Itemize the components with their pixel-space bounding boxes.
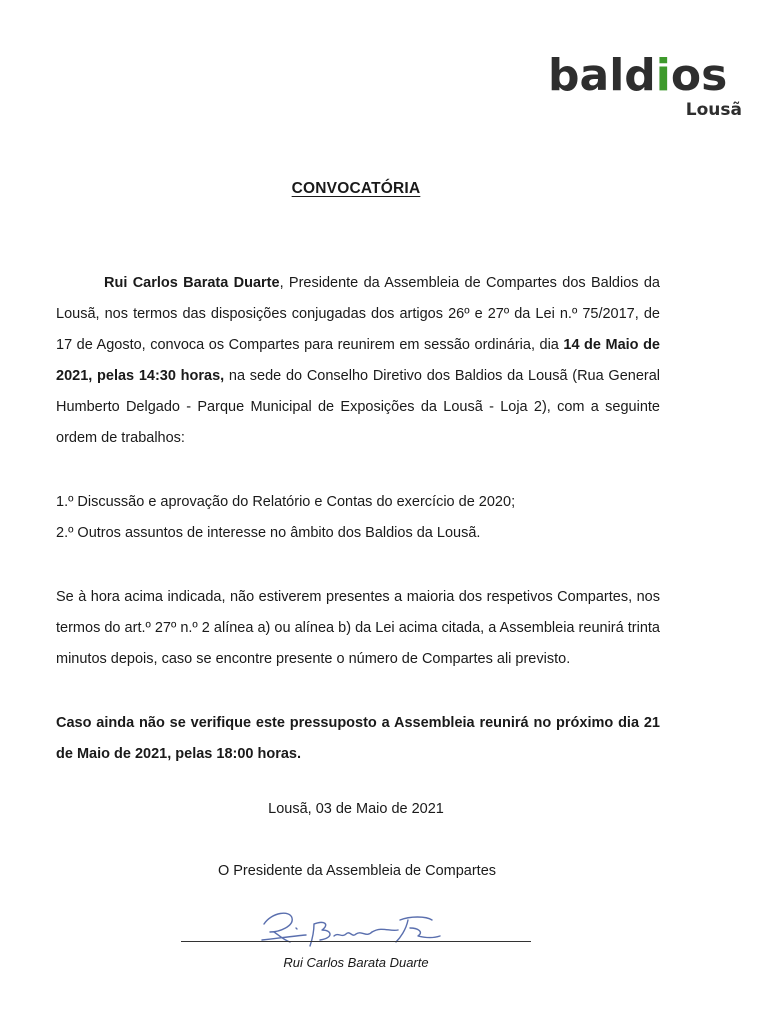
convocation-paragraph bbox=[56, 268, 660, 454]
document-title: CONVOCATÓRIA bbox=[291, 180, 421, 197]
logo-place: Lousã bbox=[685, 100, 742, 120]
signatory-role: O Presidente da Assembleia de Compartes bbox=[217, 863, 497, 879]
handwritten-signature bbox=[250, 902, 450, 952]
meeting-datetime: 14 de Maio de 2021, pelas 14:30 horas, bbox=[56, 337, 660, 384]
place-date: Lousã, 03 de Maio de 2021 bbox=[268, 801, 444, 817]
convocation-text-a: , Presidente da Assembleia de Compartes dos Baldios da Lousã, nos termos das disposições conjugadas dos artigos 26º e 27º da Lei n.º 75/2017, de 17 de Agosto, convoca os Compartes para reunirem em sessão ordinária, dia bbox=[56, 275, 660, 353]
agenda-list bbox=[56, 487, 660, 549]
baldios-lousa-logo bbox=[548, 52, 748, 124]
signatory-name: Rui Carlos Barata Duarte bbox=[283, 955, 429, 970]
quorum-paragraph: Se à hora acima indicada, não estiverem presentes a maioria dos respetivos Compartes, nos termos do art.º 27º n.º 2 alínea a) ou alínea b) da Lei acima citada, a Assembleia reunirá trinta minutos depois, caso se encontre presente o número de Compartes ali previsto. bbox=[56, 589, 660, 667]
signature-line bbox=[181, 941, 531, 942]
logo-accent-letter: i bbox=[655, 50, 671, 101]
president-name: Rui Carlos Barata Duarte bbox=[104, 275, 280, 291]
agenda-item: 1.º Discussão e aprovação do Relatório e Contas do exercício de 2020; bbox=[56, 494, 516, 510]
second-call-paragraph: Caso ainda não se verifique este pressuposto a Assembleia reunirá no próximo dia 21 de Maio de 2021, pelas 18:00 horas. bbox=[56, 715, 660, 762]
agenda-item: 2.º Outros assuntos de interesse no âmbito dos Baldios da Lousã. bbox=[56, 525, 481, 541]
logo-wordmark: baldios bbox=[548, 50, 728, 101]
convocation-text-b: na sede do Conselho Diretivo dos Baldios da Lousã (Rua General Humberto Delgado - Parque Municipal de Exposições da Lousã - Loja 2), com a seguinte ordem de trabalhos: bbox=[56, 368, 660, 446]
